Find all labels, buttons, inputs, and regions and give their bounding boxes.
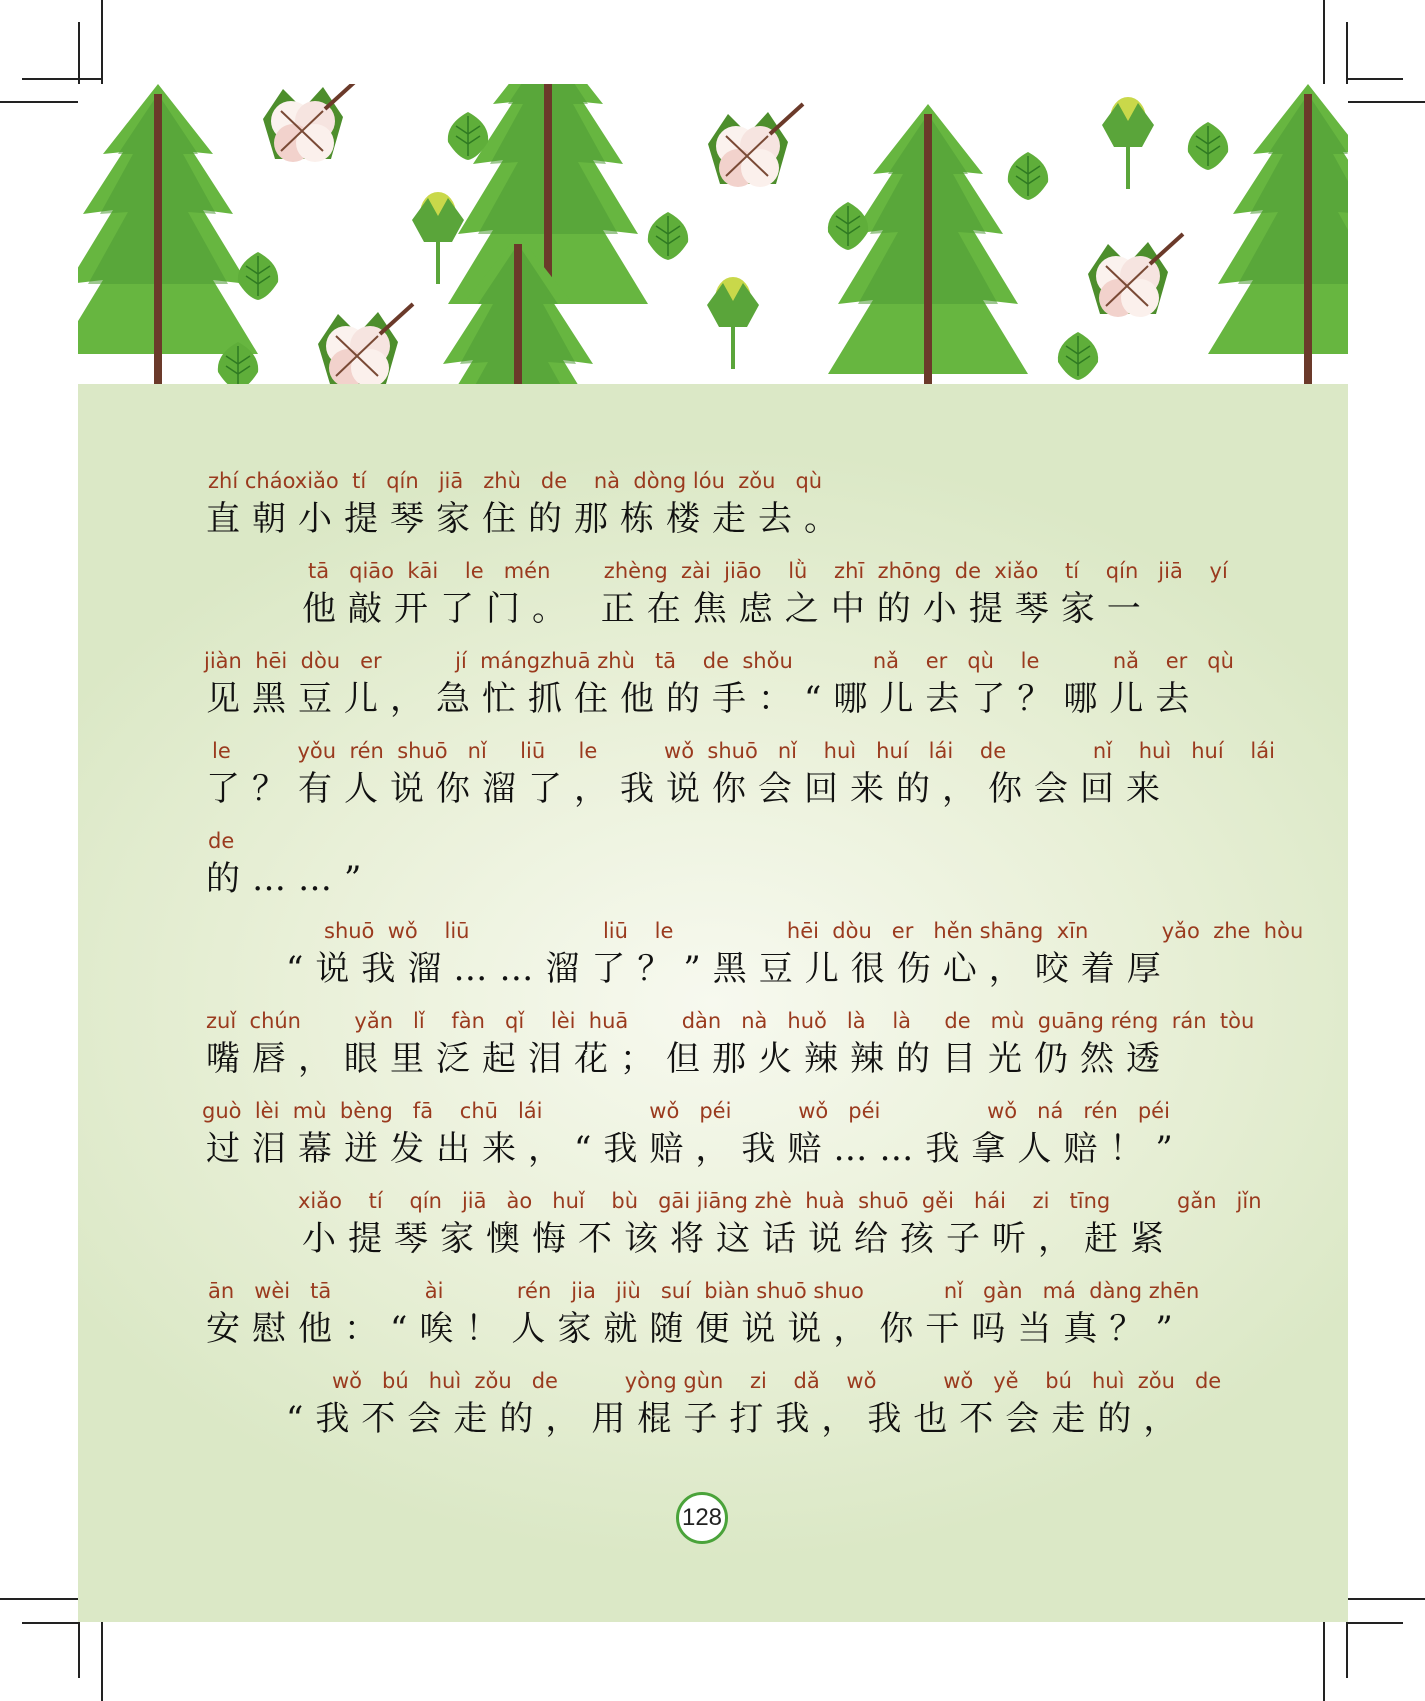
crop-mark bbox=[101, 1622, 103, 1701]
hanzi-line: “说我溜……溜了？”黑豆儿很伤心，咬着厚 bbox=[286, 949, 1173, 989]
pinyin-line: zuǐ chún yǎn lǐ fàn qǐ lèi huā dàn nà huǒ là là de mù guāng réng rán tòu bbox=[206, 1009, 1255, 1033]
crop-mark bbox=[22, 78, 102, 80]
text-line bbox=[78, 916, 1348, 996]
hanzi-line: 见黑豆儿，急忙抓住他的手：“哪儿去了？哪儿去 bbox=[206, 679, 1202, 719]
hanzi-line: 他敲开了门。 正在焦虑之中的小提琴家一 bbox=[302, 589, 1153, 629]
pinyin-line: le yǒu rén shuō nǐ liū le wǒ shuō nǐ huì huí lái de nǐ huì huí lái bbox=[212, 739, 1275, 763]
crop-mark bbox=[1323, 1622, 1325, 1701]
hanzi-line: 了？有人说你溜了，我说你会回来的，你会回来 bbox=[206, 769, 1172, 809]
pinyin-line: shuō wǒ liū liū le hēi dòu er hěn shāng xīn yǎo zhe hòu bbox=[324, 919, 1304, 943]
hanzi-line: “我不会走的，用棍子打我，我也不会走的， bbox=[286, 1399, 1190, 1439]
pinyin-line: xiǎo tí qín jiā ào huǐ bù gāi jiāng zhè huà shuō gěi hái zi tīng gǎn jǐn bbox=[298, 1189, 1262, 1213]
crop-mark bbox=[1346, 78, 1403, 80]
text-line bbox=[78, 1366, 1348, 1446]
hanzi-line: 安慰他：“唉！人家就随便说说，你干吗当真？” bbox=[206, 1309, 1185, 1349]
text-line bbox=[78, 466, 1348, 546]
text-line bbox=[78, 556, 1348, 636]
pinyin-line: jiàn hēi dòu er jí mángzhuā zhù tā de shǒu nǎ er qù le nǎ er qù bbox=[204, 649, 1234, 673]
text-line bbox=[78, 646, 1348, 726]
crop-mark bbox=[22, 1622, 79, 1624]
pinyin-line: wǒ bú huì zǒu de yòng gùn zi dǎ wǒ wǒ yě bú huì zǒu de bbox=[332, 1369, 1222, 1393]
text-line bbox=[78, 1276, 1348, 1356]
pinyin-line: ān wèi tā ài rén jia jiù suí biàn shuō shuo nǐ gàn má dàng zhēn bbox=[208, 1279, 1200, 1303]
hanzi-line: 过泪幕迸发出来，“我赔，我赔……我拿人赔！” bbox=[206, 1129, 1185, 1169]
text-line bbox=[78, 736, 1348, 816]
text-line bbox=[78, 1096, 1348, 1176]
hanzi-line: 嘴唇，眼里泛起泪花；但那火辣辣的目光仍然透 bbox=[206, 1039, 1172, 1079]
pinyin-line: tā qiāo kāi le mén zhèng zài jiāo lǜ zhī zhōng de xiǎo tí qín jiā yí bbox=[308, 559, 1228, 583]
page-number: 128 bbox=[676, 1492, 728, 1544]
text-line bbox=[78, 1006, 1348, 1086]
pinyin-line: de bbox=[208, 829, 235, 853]
pinyin-line: zhí cháoxiǎo tí qín jiā zhù de nà dòng lóu zǒu qù bbox=[208, 469, 823, 493]
story-text bbox=[78, 384, 1348, 1622]
text-line bbox=[78, 826, 1348, 906]
text-line bbox=[78, 1186, 1348, 1266]
hanzi-line: 直朝小提琴家住的那栋楼走去。 bbox=[206, 499, 850, 539]
pinyin-line: guò lèi mù bèng fā chū lái wǒ péi wǒ péi wǒ ná rén péi bbox=[202, 1099, 1170, 1123]
crop-mark bbox=[1346, 1622, 1403, 1624]
hanzi-line: 小提琴家懊悔不该将这话说给孩子听，赶紧 bbox=[302, 1219, 1176, 1259]
decorative-banner bbox=[78, 84, 1348, 384]
story-panel bbox=[78, 384, 1348, 1622]
hanzi-line: 的……” bbox=[206, 859, 374, 899]
